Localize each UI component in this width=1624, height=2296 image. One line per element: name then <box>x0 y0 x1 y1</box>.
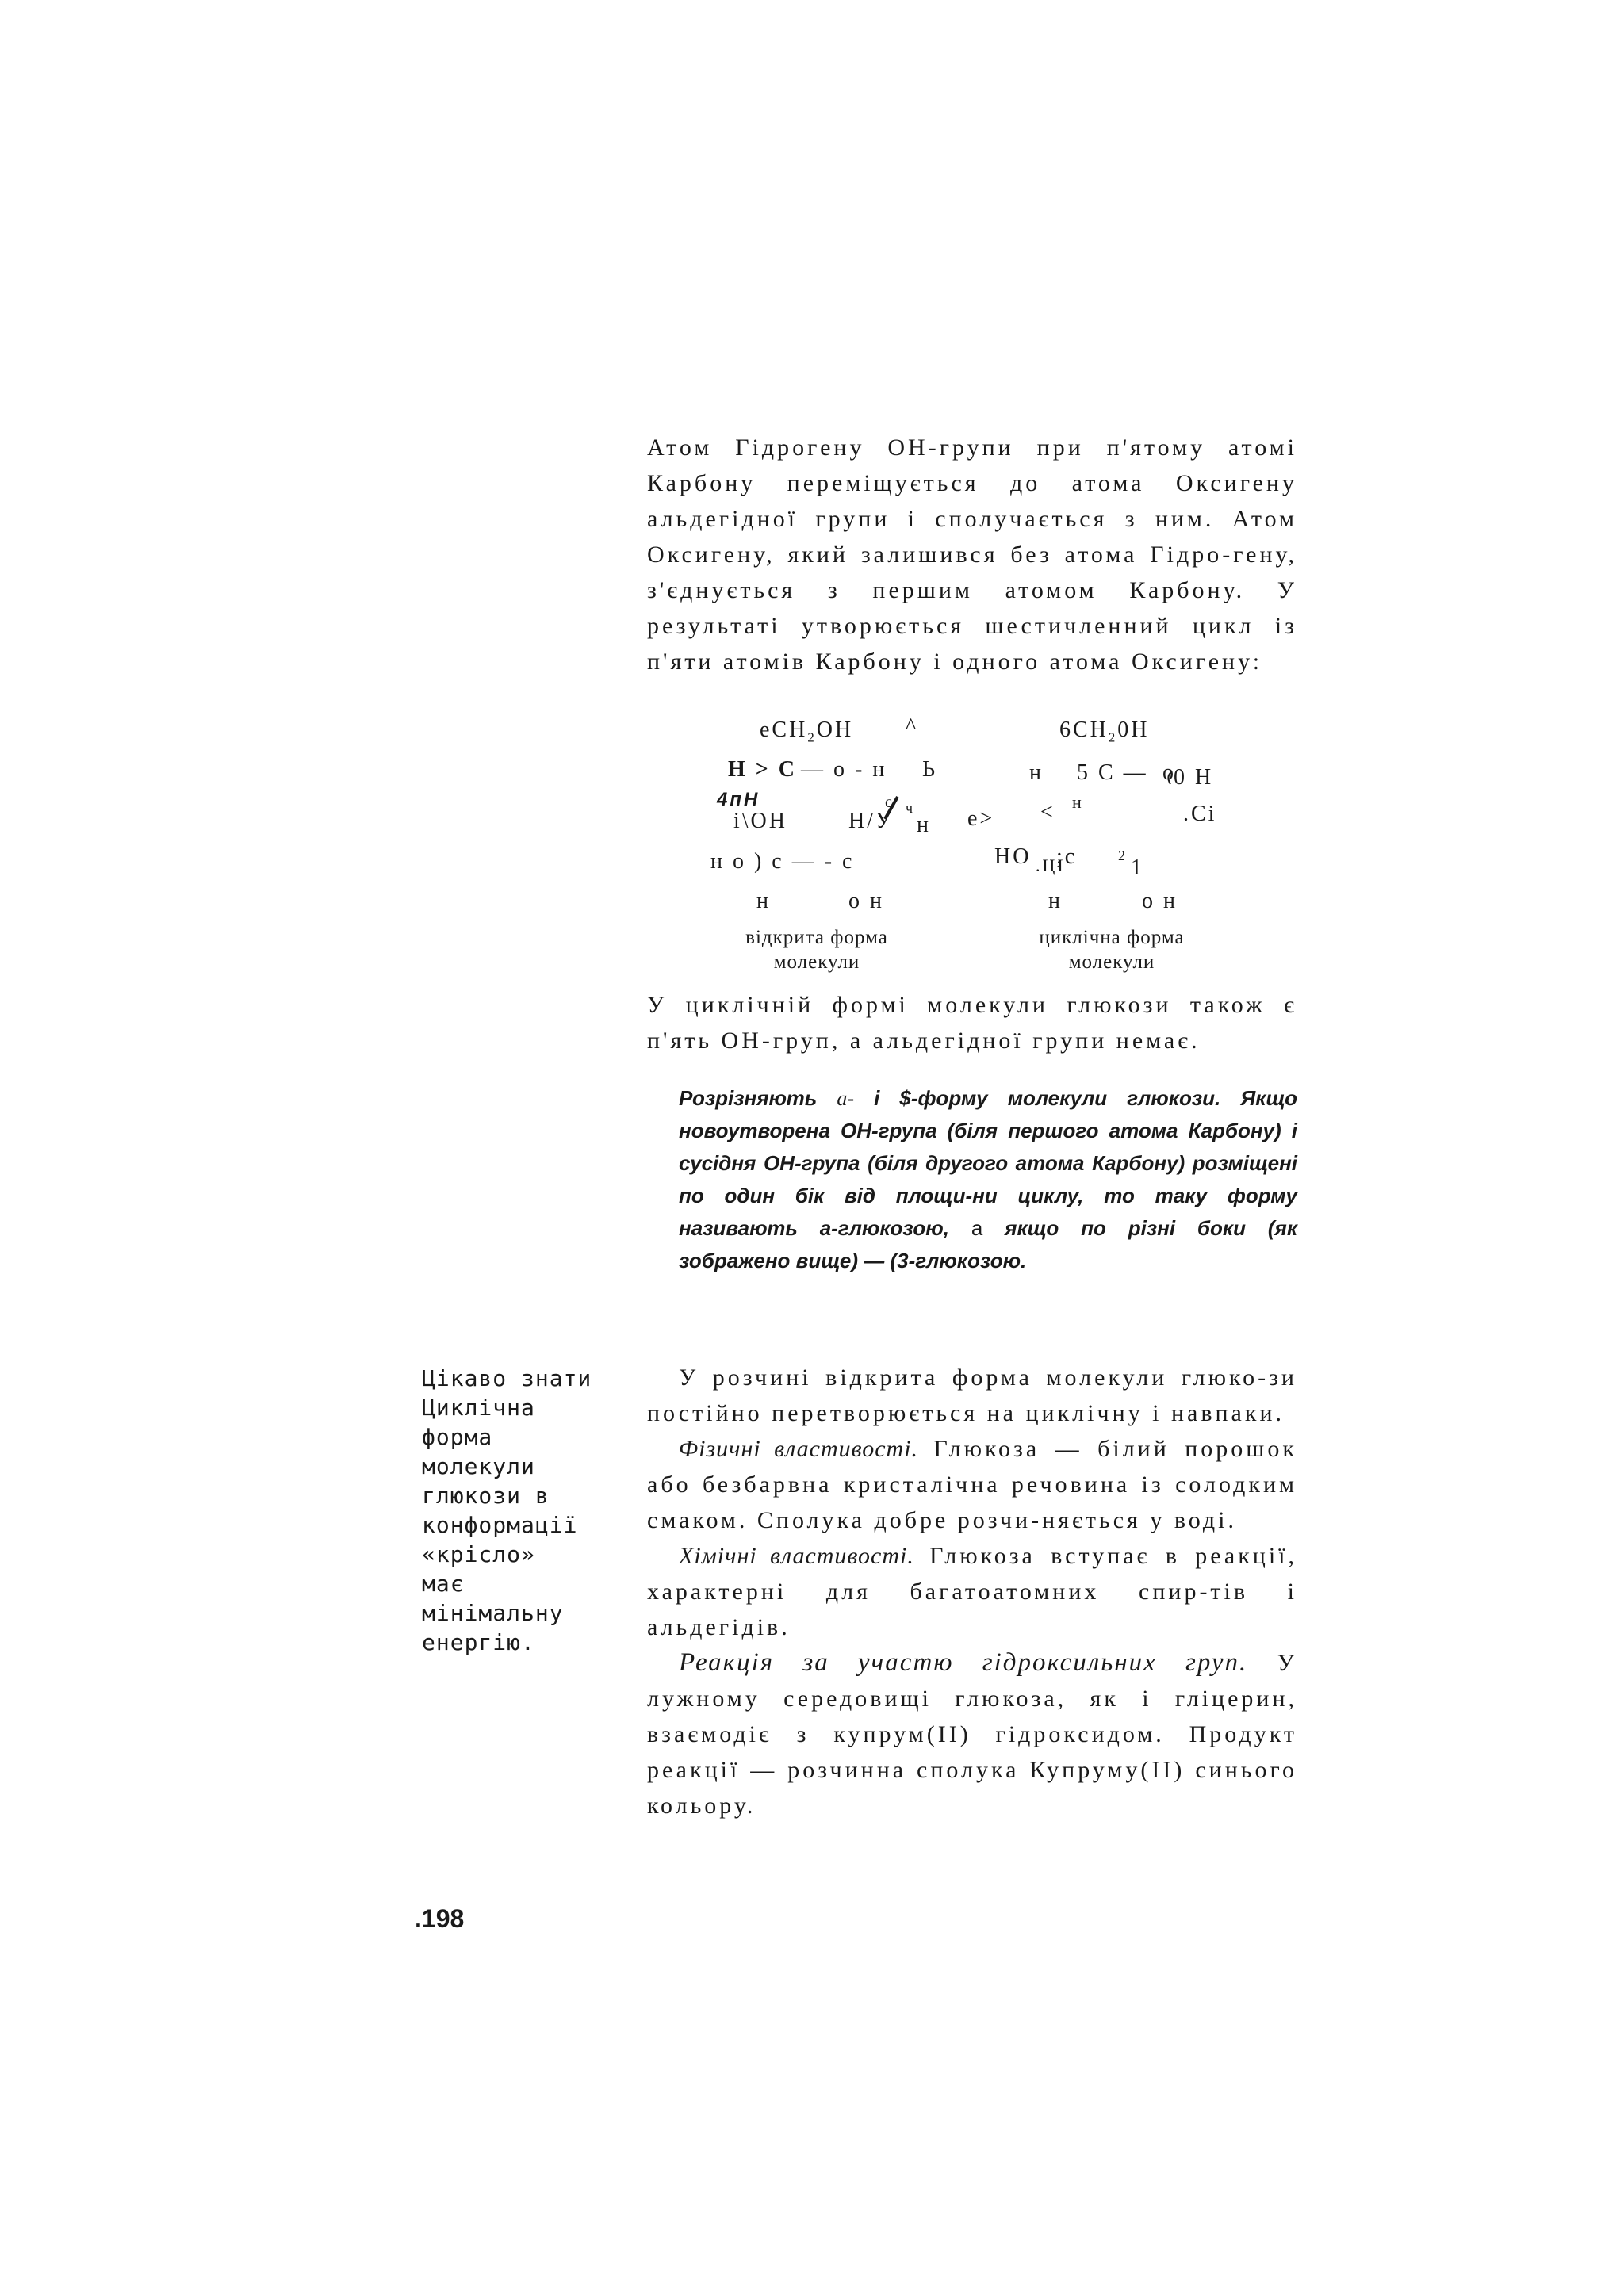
sidebar-line: глюкози в <box>422 1483 550 1509</box>
open-form-row5a: н <box>756 889 771 913</box>
interesting-fact-sidebar <box>422 1364 612 1657</box>
open-form-n: н <box>917 813 931 837</box>
hydroxyl-reaction-heading: Реакція за участю гідроксильних груп. <box>679 1648 1248 1677</box>
cyclic-form-n: н <box>1072 792 1084 812</box>
sidebar-line: має <box>422 1571 465 1597</box>
cyclic-form-row4a: НО <box>994 844 1032 869</box>
cyclic-form-row4e: 1 <box>1131 855 1144 880</box>
open-form-row4: н о ) с — - с <box>710 849 855 874</box>
caret-mark: ^ <box>906 714 919 739</box>
cyclic-form-caption: циклічна форма молекули <box>1039 927 1185 973</box>
hydroxyl-reaction-paragraph: Реакція за участю гідроксильних груп. У лужному середовищі глюкоза, як і гліцерин, взаємодіє з купрум(II) гідроксидом. Продукт реакції — розчинна сполука Купруму(II) синього кольору. <box>647 1648 1297 1819</box>
solution-paragraph: У розчині відкрита форма молекули глюко-зи постійно перетворюється на циклічну і навпаки. <box>647 1364 1297 1426</box>
body-text <box>647 1360 1297 1823</box>
sidebar-line: енергію. <box>422 1629 535 1655</box>
open-form-4pH: 4пН <box>717 789 760 810</box>
cyclic-form-ci: .Ci <box>1183 802 1217 826</box>
cyclic-form-row2b: 5 С — <box>1077 760 1148 785</box>
intro-paragraph <box>647 430 1297 679</box>
cyclic-form-top-group: $6CH_20H$ <box>1059 718 1150 745</box>
cyclic-form-row2c: о <box>1162 760 1176 785</box>
open-form-top-group: eCH$_2$OH <box>760 718 854 745</box>
intro-text: Атом Гідрогену ОН-групи при п'ятому атомі Карбону переміщується до атома Оксигену альдегідної групи і сполучається з ним. Атом Оксигену, який залишився без атома Гідро-гену, з'єднується з першим атомом Карбону. У результаті утворюється шестичленний цикл із п'яти атомів Карбону і одного атома Оксигену: <box>647 434 1297 675</box>
open-form-row2-rest: — о - н <box>801 757 887 782</box>
cyclic-form-row4c: .ЦІ <box>1036 855 1066 875</box>
open-form-c: с <box>885 794 894 811</box>
open-form-row3b: Н/У <box>848 809 894 833</box>
cyclic-form-row2d: 0 Н <box>1174 765 1214 790</box>
definition-text: Розрізняють а- і $-форму молекули глюкози. Якщо новоутворена ОН-група (біля першого атома Карбону) і сусідня ОН-група (біля другого атома Карбону) розміщені по один бік від площи-ни циклу, то таку форму називають а-глюкозою, а якщо по різні боки (як зображено вище) — (3-глюкозою. <box>679 1086 1297 1272</box>
cyclic-form-row4d: 2 <box>1118 848 1128 863</box>
page-number: .198 <box>415 1904 465 1933</box>
open-form-b: Ь <box>922 757 938 782</box>
cyclic-form-row4b: ;с <box>1056 844 1078 869</box>
open-form-ch: ч <box>906 800 916 816</box>
sidebar-line: молекули <box>422 1453 535 1479</box>
definition-block <box>679 1082 1297 1277</box>
glucose-forms-scheme <box>698 714 1300 979</box>
cyclic-form-note-text: У циклічній формі молекули глюкози також є п'ять ОН-груп, а альдегідної групи немає. <box>647 992 1297 1054</box>
chemical-properties-heading: Хімічні властивості. <box>679 1543 914 1569</box>
open-form-row3: і\ОН <box>733 809 787 833</box>
cyclic-form-row5a: н <box>1048 889 1063 913</box>
physical-properties-heading: Фізичні властивості. <box>679 1436 919 1462</box>
sidebar-line: Циклічна <box>422 1395 535 1421</box>
bond-strokes <box>698 718 1300 979</box>
chemical-properties-paragraph: Хімічні властивості. Глюкоза вступає в реакції, характерні для багатоатомних спир-тів і альдегідів. <box>647 1543 1298 1640</box>
sidebar-line: форма <box>422 1424 493 1450</box>
open-form-row2: Н > С <box>728 757 797 782</box>
equilibrium-lt: < <box>1040 800 1055 825</box>
physical-properties-paragraph: Фізичні властивості. Глюкоза — білий порошок або безбарвна кристалічна речовина із солодким смаком. Сполука добре розчи-няється у воді. <box>647 1436 1297 1533</box>
cyclic-form-note <box>647 987 1297 1058</box>
sidebar-line: мінімальну <box>422 1600 564 1626</box>
open-form-row5b: о н <box>848 889 884 913</box>
sidebar-line: «крісло» <box>422 1541 535 1567</box>
open-form-caption: відкрита форма молекули <box>745 927 888 973</box>
sidebar-heading: Цікаво знати <box>422 1365 592 1391</box>
cyclic-form-row2a: н <box>1029 760 1044 785</box>
cyclic-form-row5b: о н <box>1142 889 1178 913</box>
sidebar-line: конформації <box>422 1512 578 1538</box>
equilibrium-arrow: е> <box>967 806 995 831</box>
ring-oxygen-bond <box>1168 771 1172 784</box>
bond-slash <box>885 797 898 819</box>
